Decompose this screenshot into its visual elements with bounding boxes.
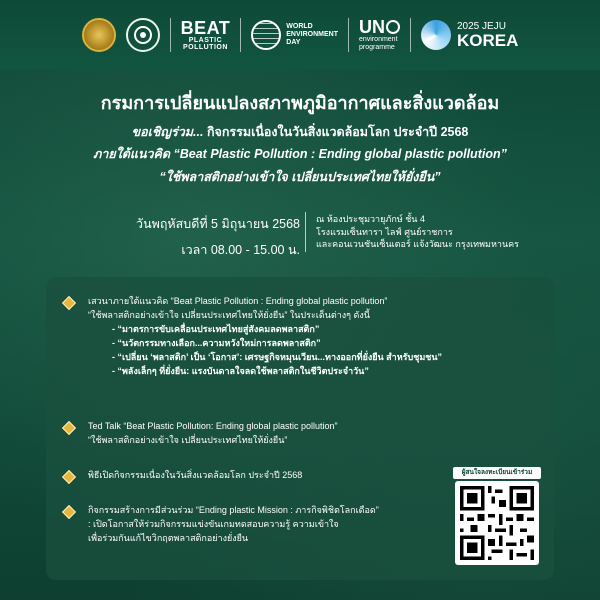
un-environment-icon (386, 20, 400, 34)
department-emblem-icon (126, 18, 160, 52)
divider (305, 212, 306, 252)
divider (170, 18, 171, 52)
slogan-line: “ใช้พลาสติกอย่างเข้าใจ เปลี่ยนประเทศไทยให้ยั่งยืน” (159, 170, 441, 184)
un-environment-logo: UN environment programme (359, 18, 400, 52)
diamond-bullet-icon (62, 505, 76, 519)
agenda-item-opening: พิธีเปิดกิจกรรมเนื่องในวันสิ่งแวดล้อมโลก ประจำปี 2568 (64, 469, 302, 483)
agenda-item-mission: กิจกรรมสร้างการมีส่วนร่วม “Ending plastic Mission : ภารกิจพิชิตโลกเดือด” : เปิดโอกาสให้ร่วมกิจกรรมแข่งขันเกมทดสอบความรู้ ความเข้าใจ เพื่อร่วมกันแก้ไขวิกฤตพลาสติกอย่างยั่งยืน (64, 504, 379, 546)
page-title: กรมการเปลี่ยนแปลงสภาพภูมิอากาศและสิ่งแวดล้อม (100, 93, 500, 113)
jeju-swirl-icon (421, 20, 451, 50)
wed-globe-icon (251, 20, 281, 50)
invite-lead: ขอเชิญร่วม... (131, 125, 204, 139)
event-date: วันพฤหัสบดีที่ 5 มิถุนายน 2568 (136, 217, 300, 231)
diamond-bullet-icon (62, 470, 76, 484)
qr-code[interactable] (455, 481, 539, 565)
concept-line: ภายใต้แนวคิด “Beat Plastic Pollution : Ending global plastic pollution” (93, 147, 507, 161)
invite-rest: กิจกรรมเนื่องในวันสิ่งแวดล้อมโลก ประจำปี 2568 (203, 125, 469, 139)
beat-plastic-pollution-logo: BEAT PLASTIC POLLUTION (180, 18, 231, 51)
divider (410, 18, 411, 52)
government-seal-icon (82, 18, 116, 52)
event-datetime (120, 214, 300, 260)
jeju-korea-logo: 2025 JEJU KOREA (421, 20, 518, 50)
agenda-item-ted-talk: Ted Talk “Beat Plastic Pollution: Ending global plastic pollution” “ใช้พลาสติกอย่างเข้าใจ เปลี่ยนประเทศไทยให้ยั่งยืน” (64, 420, 337, 448)
divider (348, 18, 349, 52)
qr-label: ผู้สนใจลงทะเบียนเข้าร่วม (453, 467, 541, 479)
diamond-bullet-icon (62, 421, 76, 435)
logo-bar (0, 0, 600, 70)
event-venue: ณ ห้องประชุมวายุภักษ์ ชั้น 4 โรงแรมเซ็นทารา ไลฟ์ ศูนย์ราชการ และคอนเวนชันเซ็นเตอร์ แจ้งวัฒนะ กรุงเทพมหานคร (316, 214, 519, 250)
invitation-line (0, 122, 600, 142)
agenda-item-seminar: เสวนาภายใต้แนวคิด “Beat Plastic Pollution : Ending global plastic pollution” “ใช้พลาสติกอย่างเข้าใจ เปลี่ยนประเทศไทยให้ยั่งยืน” ในประเด็นต่างๆ ดังนี้ - “มาตรการขับเคลื่อนประเทศไทยสู่สังคมลดพลาสติก” - “นวัตกรรมทางเลือก...ความหวังใหม่การลดพลาสติก” - “เปลี่ยน ‘พลาสติก’ เป็น ‘โอกาส’: เศรษฐกิจหมุนเวียน...ทางออกที่ยั่งยืน สำหรับชุมชน” - “พลังเล็กๆ ที่ยั่งยืน: แรงบันดาลใจลดใช้พลาสติกในชีวิตประจำวัน” (64, 295, 442, 379)
diamond-bullet-icon (62, 296, 76, 310)
divider (240, 18, 241, 52)
world-environment-day-logo: WORLD ENVIRONMENT DAY (251, 20, 338, 50)
registration-qr[interactable] (453, 467, 541, 563)
event-time: เวลา 08.00 - 15.00 น. (181, 243, 300, 257)
